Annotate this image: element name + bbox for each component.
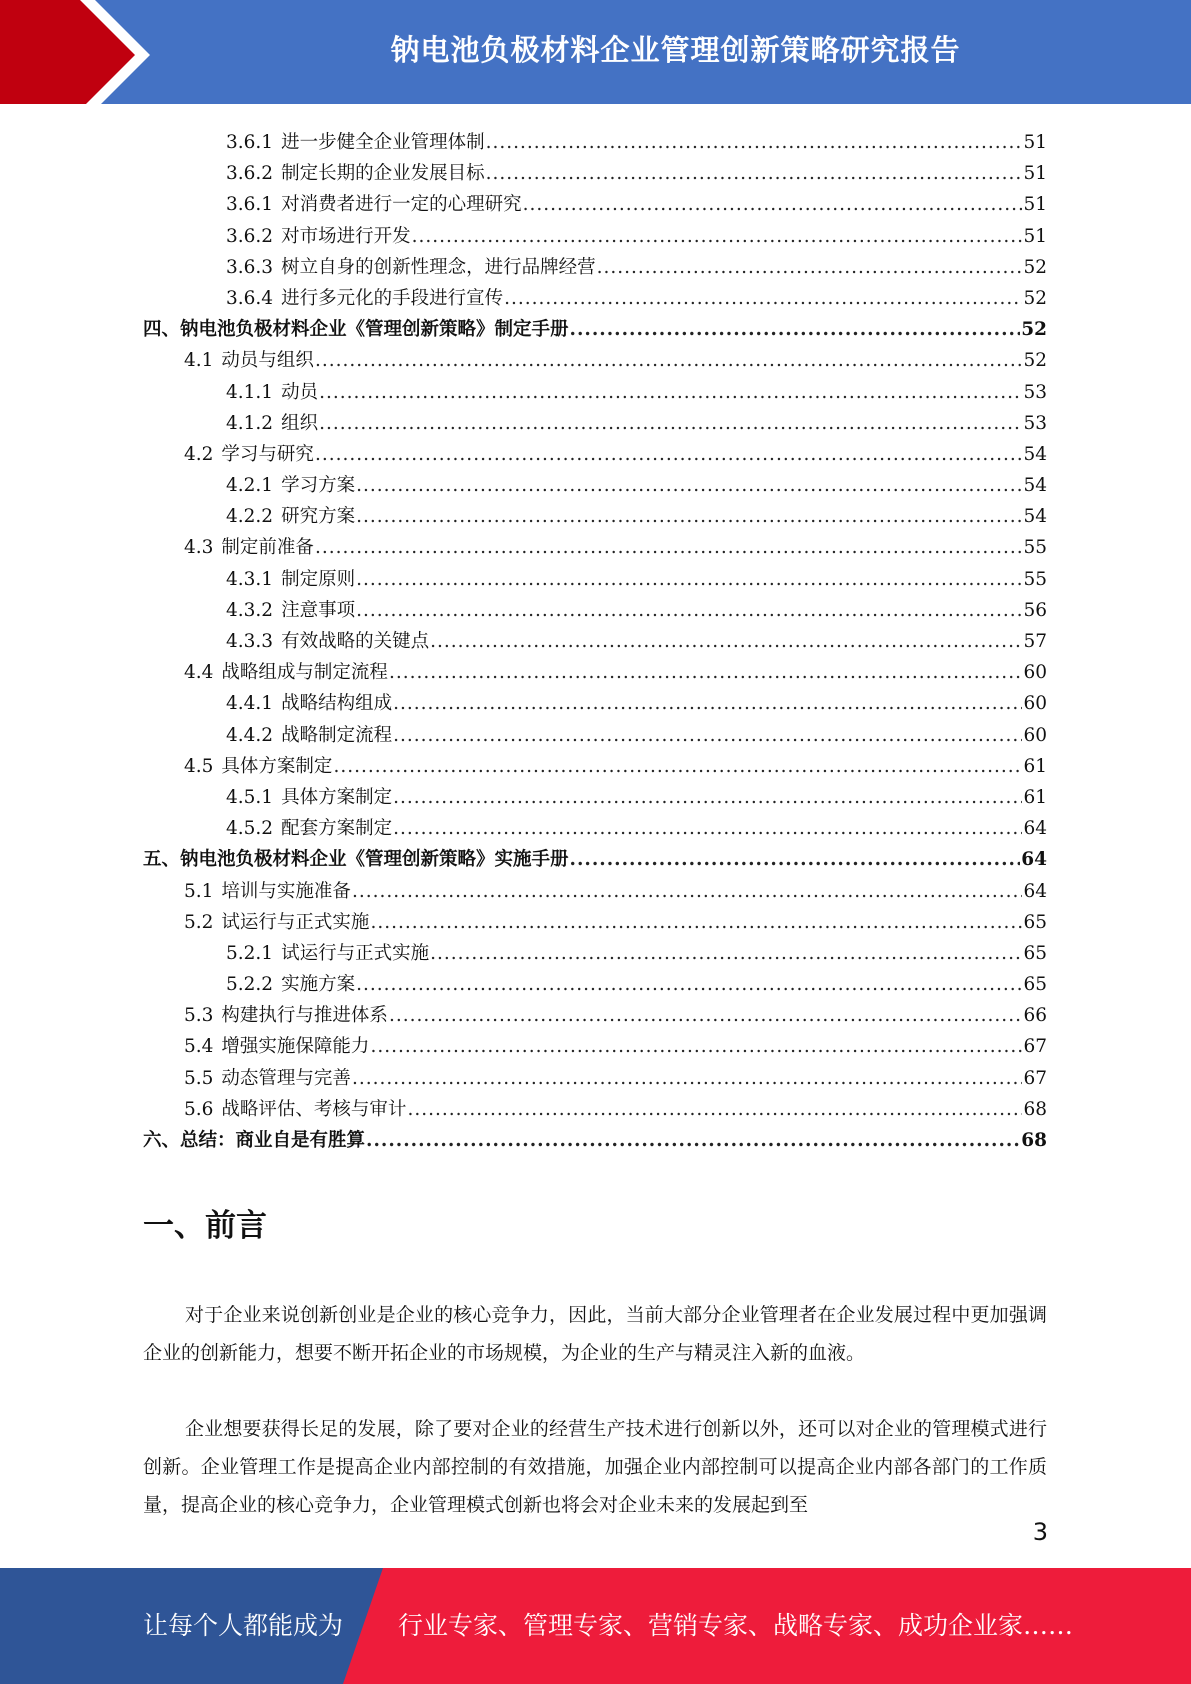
toc-entry-page: 52	[1023, 350, 1047, 372]
toc-entry-number: 4.2.1	[226, 475, 274, 497]
toc-leader-dots	[389, 662, 1023, 683]
toc-entry-page: 61	[1023, 755, 1047, 777]
toc-entry[interactable]	[143, 627, 1047, 658]
toc-leader-dots	[570, 319, 1021, 340]
toc-entry[interactable]	[143, 565, 1047, 596]
toc-leader-dots	[356, 600, 1022, 621]
toc-entry[interactable]	[143, 689, 1047, 720]
toc-entry-number: 5.1	[184, 880, 214, 902]
toc-entry-title: 试运行与正式实施	[281, 942, 430, 964]
toc-leader-dots	[430, 943, 1022, 964]
toc-entry-title: 进一步健全企业管理体制	[281, 132, 485, 153]
toc-entry-title: 对消费者进行一定的心理研究	[281, 194, 522, 216]
toc-leader-dots	[523, 194, 1023, 215]
toc-leader-dots	[315, 537, 1023, 558]
toc-entry[interactable]	[143, 128, 1047, 159]
toc-entry[interactable]	[143, 658, 1047, 689]
toc-entry-page: 67	[1023, 1036, 1047, 1058]
toc-entry-title: 战略评估、考核与审计	[221, 1098, 407, 1120]
toc-entry-number: 5.2.1	[226, 942, 274, 964]
toc-leader-dots	[356, 974, 1022, 995]
toc-entry-number: 4.1.2	[226, 412, 274, 434]
toc-entry-title: 组织	[281, 412, 319, 434]
toc-entry-page: 53	[1023, 412, 1047, 434]
toc-entry[interactable]	[143, 783, 1047, 814]
toc-entry-title: 制定长期的企业发展目标	[281, 163, 485, 185]
toc-entry-page: 65	[1023, 911, 1047, 933]
toc-entry[interactable]	[143, 721, 1047, 752]
toc-entry-title: 树立自身的创新性理念，进行品牌经营	[281, 256, 596, 278]
section-heading: 一、前言	[143, 1208, 267, 1244]
toc-entry-page: 65	[1023, 942, 1047, 964]
toc-entry-page: 67	[1023, 1067, 1047, 1089]
toc-entry-title: 试运行与正式实施	[221, 911, 370, 933]
toc-leader-dots	[393, 693, 1022, 714]
toc-entry[interactable]	[143, 1032, 1047, 1063]
toc-entry-page: 64	[1021, 849, 1047, 871]
toc-leader-dots	[570, 849, 1021, 870]
page-footer	[0, 1568, 1191, 1684]
toc-entry-page: 54	[1023, 475, 1047, 497]
toc-entry[interactable]	[143, 346, 1047, 377]
toc-entry[interactable]	[143, 284, 1047, 315]
toc-entry-title: 战略组成与制定流程	[221, 662, 388, 684]
paragraph: 企业想要获得长足的发展，除了要对企业的经营生产技术进行创新以外，还可以对企业的管理模式进行创新。企业管理工作是提高企业内部控制的有效措施，加强企业内部控制可以提高企业内部各部门的工作质量，提高企业的核心竞争力，企业管理模式创新也将会对企业未来的发展起到至	[143, 1418, 1047, 1516]
toc-entry-number: 3.6.2	[226, 163, 274, 185]
toc-entry-title: 五、钠电池负极材料企业《管理创新策略》实施手册	[143, 849, 569, 871]
toc-leader-dots	[430, 631, 1022, 652]
toc-entry-title: 动员	[281, 381, 319, 403]
toc-leader-dots	[504, 288, 1022, 309]
toc-entry-title: 四、钠电池负极材料企业《管理创新策略》制定手册	[143, 319, 569, 341]
toc-entry-number: 5.6	[184, 1098, 214, 1120]
toc-entry[interactable]	[143, 190, 1047, 221]
toc-entry-page: 55	[1023, 568, 1047, 590]
toc-entry-number: 4.4.2	[226, 724, 274, 746]
toc-entry[interactable]	[143, 1095, 1047, 1126]
toc-entry-page: 54	[1023, 443, 1047, 465]
toc-entry[interactable]	[143, 877, 1047, 908]
paragraph: 对于企业来说创新创业是企业的核心竞争力，因此，当前大部分企业管理者在企业发展过程中更加强调企业的创新能力，想要不断开拓企业的市场规模，为企业的生产与精灵注入新的血液。	[143, 1304, 1047, 1364]
toc-leader-dots	[319, 382, 1022, 403]
toc-entry-number: 4.1	[184, 350, 214, 372]
toc-entry-number: 4.3.1	[226, 568, 274, 590]
toc-entry[interactable]	[143, 159, 1047, 190]
toc-entry-title: 具体方案制定	[281, 786, 393, 808]
toc-leader-dots	[352, 881, 1023, 902]
toc-leader-dots	[356, 506, 1022, 527]
toc-entry-page: 60	[1023, 724, 1047, 746]
toc-entry-page: 66	[1023, 1005, 1047, 1027]
toc-leader-dots	[486, 132, 1023, 153]
toc-leader-dots	[319, 413, 1022, 434]
toc-entry-page: 52	[1023, 256, 1047, 278]
toc-entry[interactable]	[143, 222, 1047, 253]
page-number: 3	[1032, 1518, 1048, 1546]
page-header	[0, 0, 1191, 110]
toc-entry-number: 5.2.2	[226, 974, 274, 996]
toc-entry-title: 实施方案	[281, 974, 356, 996]
toc-entry-number: 4.5	[184, 755, 214, 777]
toc-entry-title: 六、总结：商业自是有胜算	[143, 1130, 366, 1151]
toc-entry-page: 51	[1023, 163, 1047, 185]
toc-entry-page: 55	[1023, 537, 1047, 559]
toc-entry-title: 学习与研究	[221, 443, 314, 465]
toc-leader-dots	[356, 475, 1022, 496]
toc-entry-title: 研究方案	[281, 506, 356, 528]
toc-entry-title: 战略制定流程	[281, 724, 393, 746]
toc-leader-dots	[333, 756, 1022, 777]
toc-leader-dots	[412, 226, 1023, 247]
toc-entry-page: 64	[1023, 818, 1047, 840]
toc-entry-page: 51	[1023, 132, 1047, 153]
toc-entry-page: 64	[1023, 880, 1047, 902]
toc-entry[interactable]	[143, 315, 1047, 346]
toc-leader-dots	[366, 1130, 1020, 1151]
toc-entry-page: 54	[1023, 506, 1047, 528]
toc-leader-dots	[315, 350, 1023, 371]
toc-entry[interactable]	[143, 253, 1047, 284]
toc-entry-page: 53	[1023, 381, 1047, 403]
toc-entry[interactable]	[143, 440, 1047, 471]
toc-entry-page: 60	[1023, 693, 1047, 715]
toc-entry-number: 3.6.1	[226, 132, 274, 153]
toc-entry[interactable]	[143, 1001, 1047, 1032]
toc-leader-dots	[597, 257, 1023, 278]
toc-entry-number: 4.4	[184, 662, 214, 684]
toc-entry-page: 61	[1023, 786, 1047, 808]
toc-entry[interactable]	[143, 533, 1047, 564]
toc-entry-title: 动态管理与完善	[221, 1067, 351, 1089]
toc-entry-page: 51	[1023, 194, 1047, 216]
toc-entry[interactable]	[143, 471, 1047, 502]
toc-entry[interactable]	[143, 908, 1047, 939]
toc-entry-title: 制定前准备	[221, 537, 314, 559]
toc-entry-number: 4.5.2	[226, 818, 274, 840]
toc-entry-page: 60	[1023, 662, 1047, 684]
toc-entry-number: 3.6.2	[226, 225, 274, 247]
document-title: 钠电池负极材料企业管理创新策略研究报告	[390, 33, 961, 67]
toc-entry-title: 增强实施保障能力	[221, 1036, 370, 1058]
toc-entry-title: 动员与组织	[221, 350, 314, 372]
toc-entry-number: 5.5	[184, 1067, 214, 1089]
toc-entry-number: 5.3	[184, 1005, 214, 1027]
toc-entry[interactable]	[143, 845, 1047, 876]
toc-entry[interactable]	[143, 502, 1047, 533]
toc-entry-number: 4.3.2	[226, 599, 274, 621]
toc-entry-number: 4.2	[184, 443, 214, 465]
table-of-contents	[143, 128, 1047, 1157]
toc-entry-number: 4.4.1	[226, 693, 274, 715]
toc-entry-page: 56	[1023, 599, 1047, 621]
toc-leader-dots	[389, 1005, 1023, 1026]
toc-entry-title: 构建执行与推进体系	[221, 1005, 388, 1027]
footer-slogan-right: 行业专家、管理专家、营销专家、战略专家、成功企业家……	[398, 1611, 1074, 1640]
toc-entry-page: 57	[1023, 631, 1047, 652]
toc-entry[interactable]	[143, 814, 1047, 845]
toc-leader-dots	[393, 818, 1022, 839]
toc-entry-title: 进行多元化的手段进行宣传	[281, 287, 504, 309]
toc-entry-page: 68	[1023, 1098, 1047, 1120]
footer-slogan-left: 让每个人都能成为	[143, 1611, 344, 1640]
toc-entry-page: 51	[1023, 225, 1047, 247]
toc-entry-number: 5.2	[184, 911, 214, 933]
toc-entry[interactable]	[143, 378, 1047, 409]
toc-leader-dots	[356, 569, 1022, 590]
toc-entry-title: 具体方案制定	[221, 755, 333, 777]
toc-entry-page: 68	[1021, 1130, 1047, 1151]
toc-entry-number: 4.5.1	[226, 786, 274, 808]
toc-entry-number: 4.1.1	[226, 381, 274, 403]
toc-leader-dots	[315, 444, 1023, 465]
toc-entry[interactable]	[143, 752, 1047, 783]
toc-leader-dots	[486, 163, 1023, 184]
toc-entry-number: 4.2.2	[226, 506, 274, 528]
toc-entry[interactable]	[143, 970, 1047, 1001]
toc-entry[interactable]	[143, 1126, 1047, 1157]
toc-entry-title: 对市场进行开发	[281, 225, 411, 247]
toc-entry-page: 65	[1023, 974, 1047, 996]
toc-entry-title: 注意事项	[281, 599, 356, 621]
toc-entry-title: 培训与实施准备	[221, 880, 351, 902]
toc-entry[interactable]	[143, 409, 1047, 440]
toc-leader-dots	[407, 1099, 1022, 1120]
toc-leader-dots	[393, 787, 1022, 808]
toc-leader-dots	[352, 1068, 1023, 1089]
toc-entry-title: 制定原则	[281, 568, 356, 590]
toc-entry-page: 52	[1021, 319, 1047, 341]
toc-entry-number: 3.6.3	[226, 256, 274, 278]
toc-leader-dots	[393, 725, 1022, 746]
toc-entry[interactable]	[143, 596, 1047, 627]
toc-entry-number: 4.3	[184, 537, 214, 559]
toc-entry-number: 3.6.1	[226, 194, 274, 216]
toc-entry-title: 配套方案制定	[281, 818, 393, 840]
toc-leader-dots	[370, 912, 1022, 933]
toc-entry-number: 5.4	[184, 1036, 214, 1058]
toc-entry-title: 学习方案	[281, 475, 356, 497]
toc-entry-title: 有效战略的关键点	[281, 631, 430, 652]
toc-entry[interactable]	[143, 1064, 1047, 1095]
toc-entry-number: 3.6.4	[226, 287, 274, 309]
toc-entry-title: 战略结构组成	[281, 693, 393, 715]
toc-entry-number: 4.3.3	[226, 631, 274, 652]
toc-leader-dots	[370, 1036, 1022, 1057]
toc-entry-page: 52	[1023, 287, 1047, 309]
toc-entry[interactable]	[143, 939, 1047, 970]
